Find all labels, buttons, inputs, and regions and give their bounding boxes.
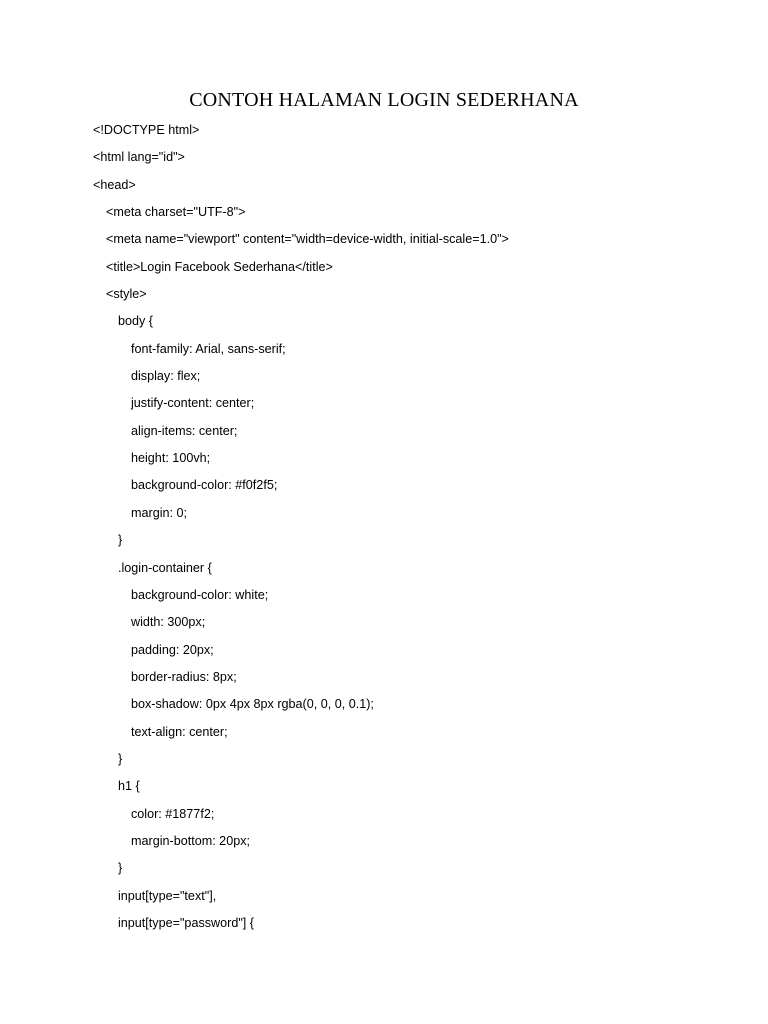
code-line: .login-container { [118,560,212,575]
code-line: display: flex; [131,369,201,384]
code-line: height: 100vh; [131,451,211,466]
code-line: width: 300px; [131,615,206,630]
code-line: <!DOCTYPE html> [93,123,200,137]
code-line: } [118,861,123,876]
code-line: font-family: Arial, sans-serif; [131,341,286,356]
code-line: margin-bottom: 20px; [131,833,250,848]
code-line: <head> [93,177,136,192]
code-line: box-shadow: 0px 4px 8px rgba(0, 0, 0, 0.1); [131,697,374,712]
code-line: <html lang="id"> [93,150,185,165]
code-line: } [118,751,123,766]
code-line: margin: 0; [131,505,187,520]
code-line: color: #1877f2; [131,806,215,821]
code-line: } [118,533,123,548]
code-line: <meta charset="UTF-8"> [106,205,246,220]
code-line: <title>Login Facebook Sederhana</title> [106,259,333,274]
code-line: h1 { [118,779,140,794]
document-title: CONTOH HALAMAN LOGIN SEDERHANA [189,89,579,111]
code-line: align-items: center; [131,423,238,438]
code-listing [93,117,733,937]
code-line: body { [118,314,154,329]
code-line: border-radius: 8px; [131,669,237,684]
code-line: input[type="password"] { [118,915,255,930]
code-line: justify-content: center; [131,396,255,411]
code-line: <style> [106,287,147,302]
code-line: background-color: #f0f2f5; [131,478,278,493]
code-line: background-color: white; [131,587,269,602]
code-line: padding: 20px; [131,642,214,657]
code-line: input[type="text"], [118,888,217,903]
code-line: text-align: center; [131,724,228,739]
code-line: <meta name="viewport" content="width=device-width, initial-scale=1.0"> [106,232,509,247]
